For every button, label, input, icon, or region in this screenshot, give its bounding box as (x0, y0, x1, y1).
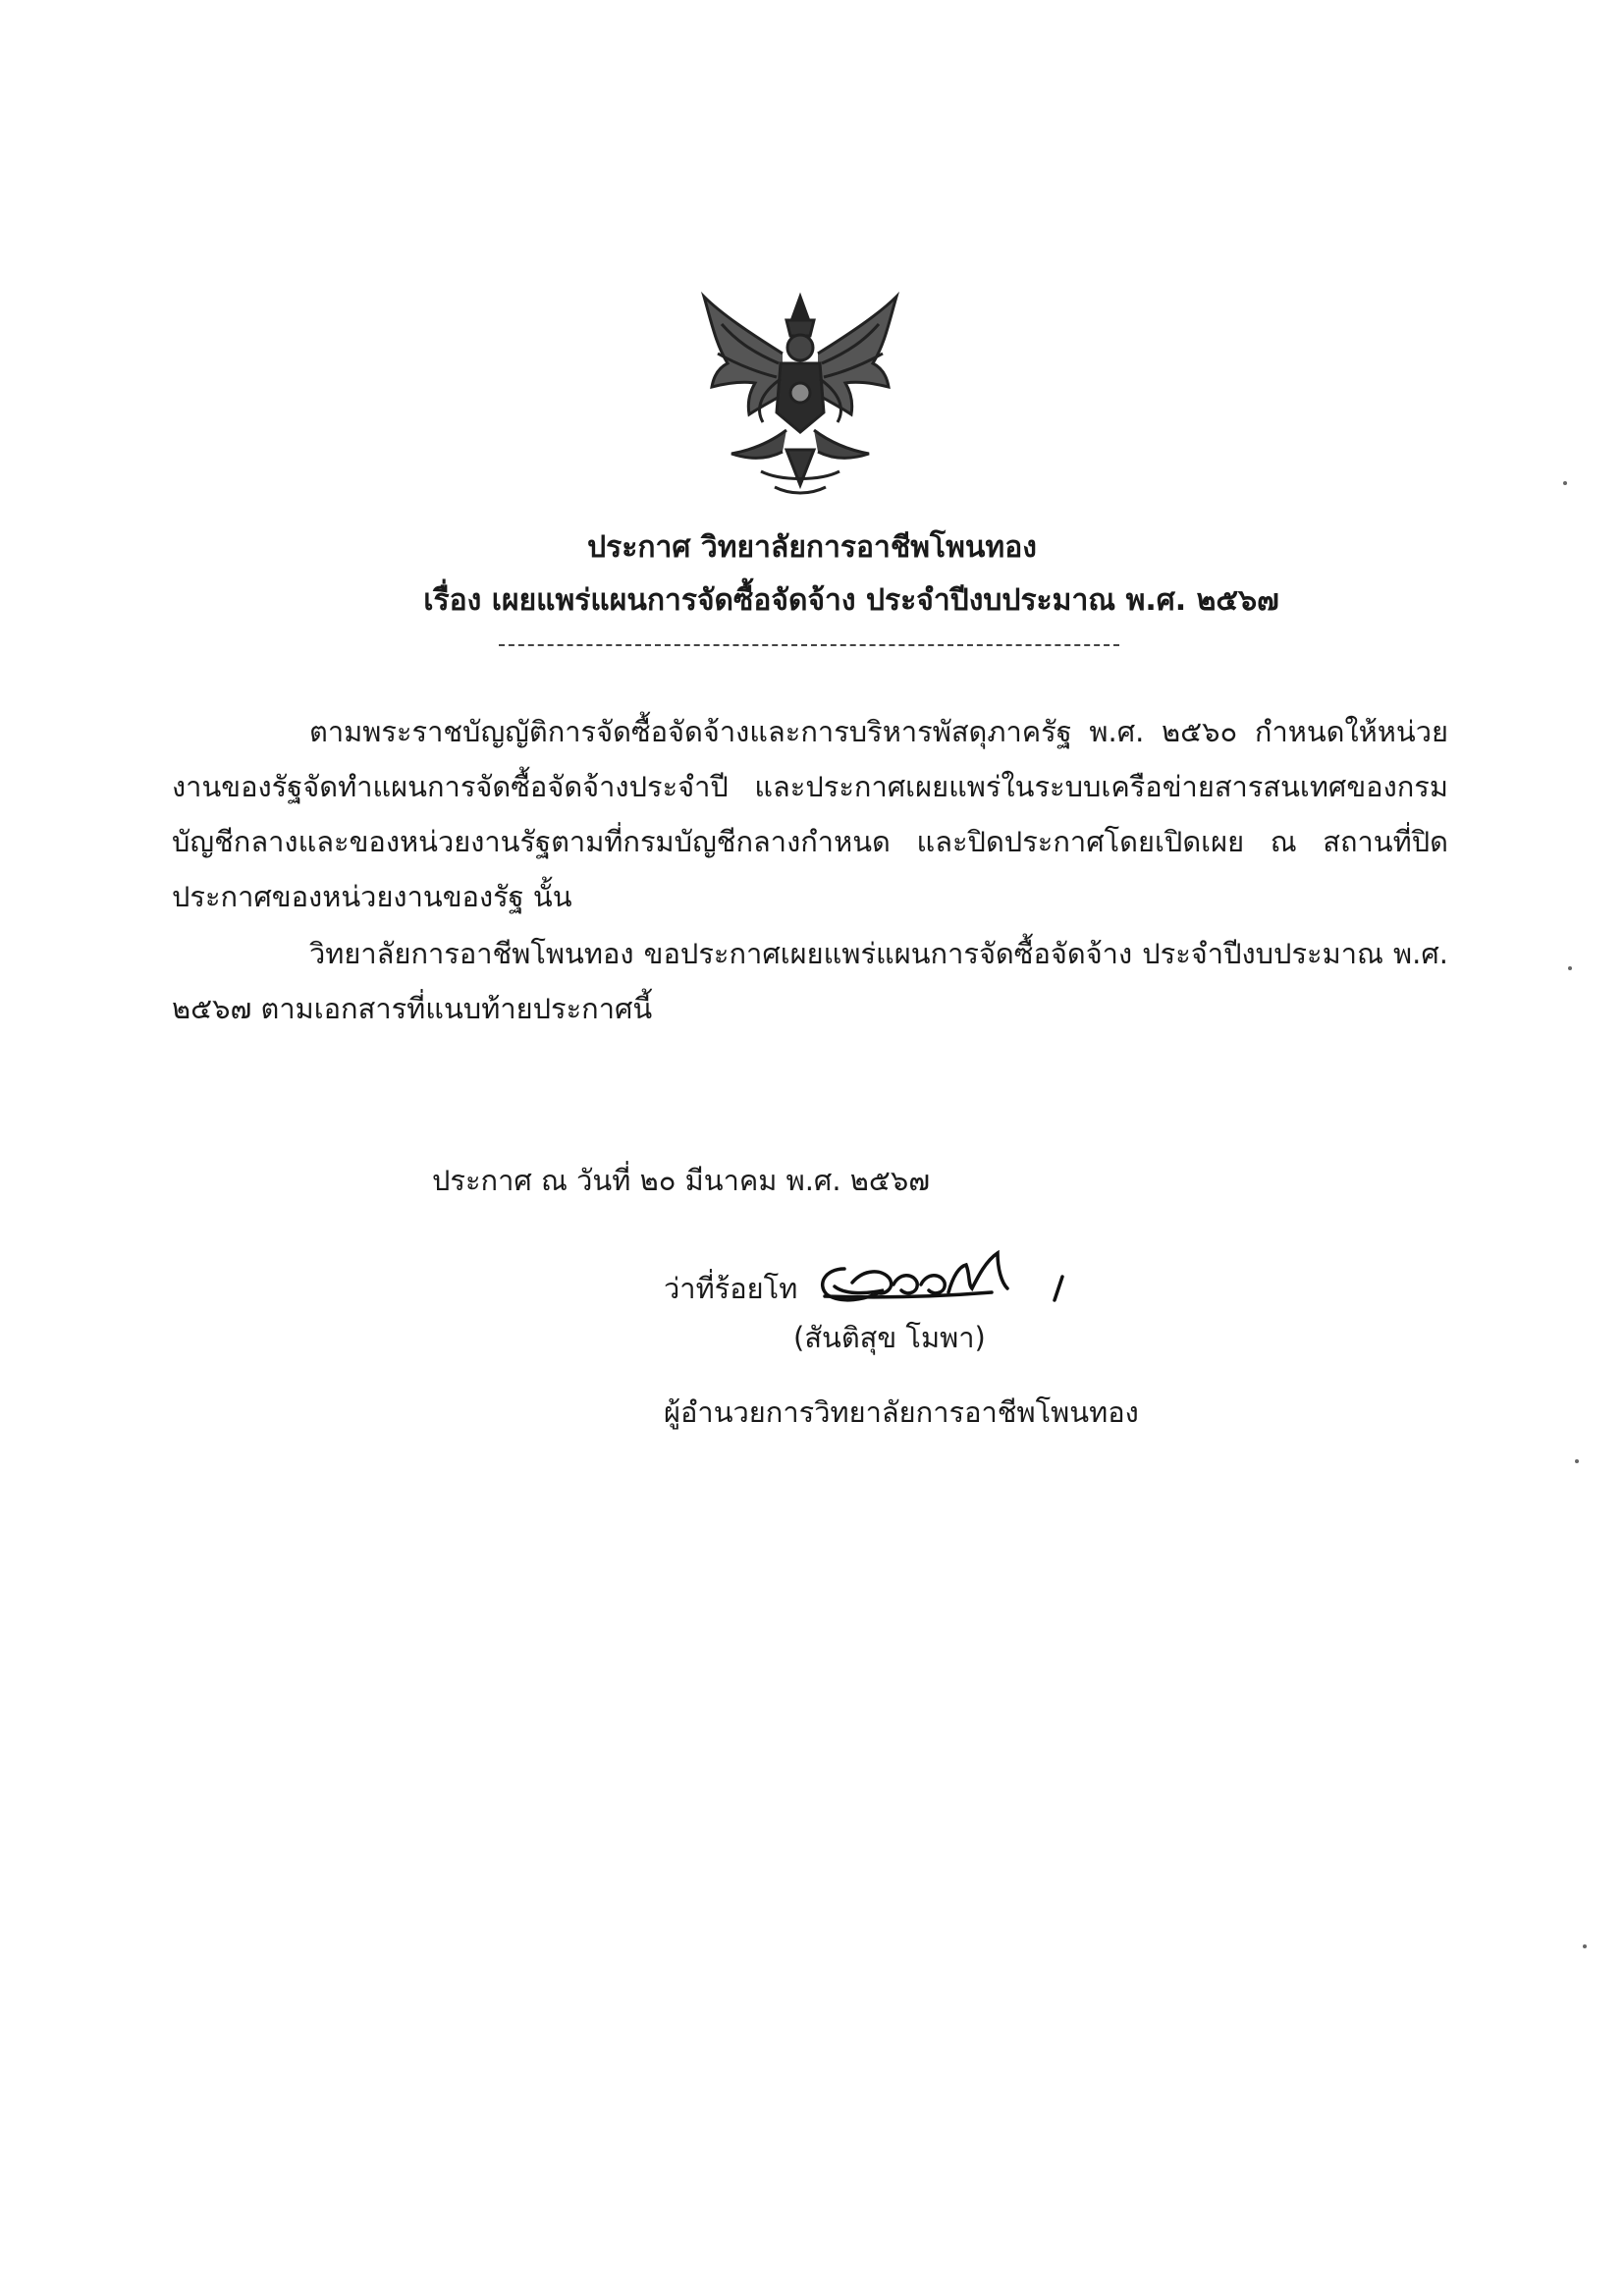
document-title: ประกาศ วิทยาลัยการอาชีพโพนทอง (587, 530, 1037, 565)
scan-speck (1568, 966, 1572, 970)
scan-speck (1563, 481, 1567, 485)
garuda-emblem-icon (692, 285, 908, 501)
dashed-divider (499, 644, 1119, 646)
scan-speck (1583, 1944, 1587, 1948)
body-paragraph-2: วิทยาลัยการอาชีพโพนทอง ขอประกาศเผยแพร่แผนการจัดซื้อจัดจ้าง ประจำปีงบประมาณ พ.ศ. ๒๕๖๗ ตามเอกสารที่แนบท้ายประกาศนี้ (172, 937, 1448, 1025)
signer-position: ผู้อำนวยการวิทยาลัยการอาชีพโพนทอง (664, 1395, 1139, 1429)
handwritten-signature-icon (805, 1239, 1090, 1308)
scan-speck (1575, 1459, 1579, 1463)
document-subject: เรื่อง เผยแพร่แผนการจัดซื้อจัดจ้าง ประจำปีงบประมาณ พ.ศ. ๒๕๖๗ (423, 583, 1279, 618)
signature-line (664, 1239, 1090, 1308)
announcement-date: ประกาศ ณ วันที่ ๒๐ มีนาคม พ.ศ. ๒๕๖๗ (432, 1164, 931, 1197)
body-paragraph-1: ตามพระราชบัญญัติการจัดซื้อจัดจ้างและการบริหารพัสดุภาครัฐ พ.ศ. ๒๕๖๐ กำหนดให้หน่วยงานของรัฐจัดทำแผนการจัดซื้อจัดจ้างประจำปี และประกาศเผยแพร่ในระบบเครือข่ายสารสนเทศของกรมบัญชีกลางและของหน่วยงานรัฐตามที่กรมบัญชีกลางกำหนด และปิดประกาศโดยเปิดเผย ณ สถานที่ปิดประกาศของหน่วยงานของรัฐ นั้น (172, 715, 1448, 913)
signer-name: (สันติสุข โมพา) (793, 1321, 986, 1354)
signer-rank: ว่าที่ร้อยโท (664, 1272, 798, 1305)
